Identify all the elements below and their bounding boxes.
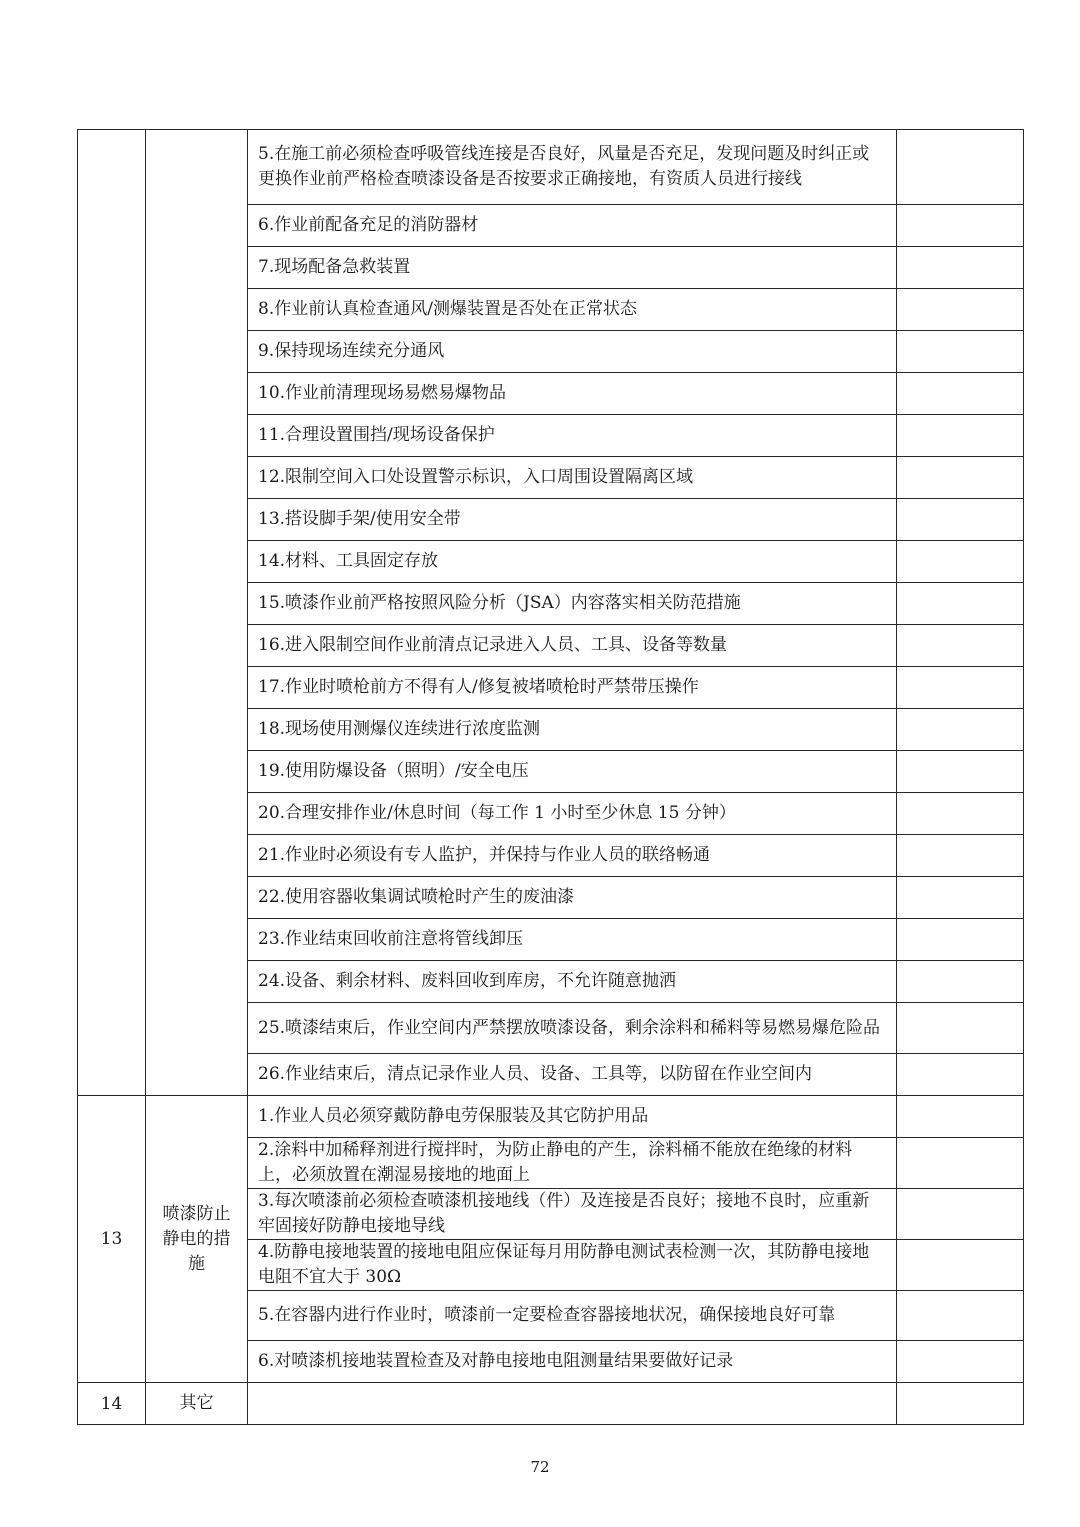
measure-item-cell: 11.合理设置围挡/现场设备保护 [248, 415, 897, 457]
check-result-cell [897, 331, 1024, 373]
measure-item-cell [248, 1383, 897, 1425]
check-result-cell [897, 625, 1024, 667]
check-result-cell [897, 247, 1024, 289]
check-result-cell [897, 1096, 1024, 1138]
category-cell: 其它 [146, 1383, 248, 1425]
measure-item-cell: 25.喷漆结束后，作业空间内严禁摆放喷漆设备，剩余涂料和稀料等易燃易爆危险品 [248, 1003, 897, 1054]
measure-item-cell: 1.作业人员必须穿戴防静电劳保服装及其它防护用品 [248, 1096, 897, 1138]
check-result-cell [897, 1054, 1024, 1096]
measure-item-cell: 12.限制空间入口处设置警示标识，入口周围设置隔离区域 [248, 457, 897, 499]
table-row [78, 1096, 1024, 1138]
category-cell: 喷漆防止 静电的措 施 [146, 1096, 248, 1383]
measure-item-cell: 13.搭设脚手架/使用安全带 [248, 499, 897, 541]
measure-item-cell: 8.作业前认真检查通风/测爆装置是否处在正常状态 [248, 289, 897, 331]
measure-item-cell: 23.作业结束回收前注意将管线卸压 [248, 919, 897, 961]
check-result-cell [897, 835, 1024, 877]
check-result-cell [897, 1189, 1024, 1240]
measure-item-cell: 10.作业前清理现场易燃易爆物品 [248, 373, 897, 415]
item-number-cell: 14 [78, 1383, 146, 1425]
check-result-cell [897, 1240, 1024, 1291]
measure-item-cell: 5.在施工前必须检查呼吸管线连接是否良好，风量是否充足，发现问题及时纠正或更换作业前严格检查喷漆设备是否按要求正确接地，有资质人员进行接线 [248, 130, 897, 205]
check-result-cell [897, 1003, 1024, 1054]
check-result-cell [897, 709, 1024, 751]
measure-item-cell: 21.作业时必须设有专人监护，并保持与作业人员的联络畅通 [248, 835, 897, 877]
measure-item-cell: 4.防静电接地装置的接地电阻应保证每月用防静电测试表检测一次，其防静电接地电阻不宜大于 30Ω [248, 1240, 897, 1291]
check-result-cell [897, 289, 1024, 331]
measure-item-cell: 2.涂料中加稀释剂进行搅拌时，为防止静电的产生，涂料桶不能放在绝缘的材料上，必须放置在潮湿易接地的地面上 [248, 1138, 897, 1189]
check-result-cell [897, 541, 1024, 583]
measure-item-cell: 20.合理安排作业/休息时间（每工作 1 小时至少休息 15 分钟） [248, 793, 897, 835]
measure-item-cell: 5.在容器内进行作业时，喷漆前一定要检查容器接地状况，确保接地良好可靠 [248, 1291, 897, 1341]
item-number-cell: 13 [78, 1096, 146, 1383]
measure-item-cell: 19.使用防爆设备（照明）/安全电压 [248, 751, 897, 793]
measure-item-cell: 17.作业时喷枪前方不得有人/修复被堵喷枪时严禁带压操作 [248, 667, 897, 709]
measure-item-cell: 18.现场使用测爆仪连续进行浓度监测 [248, 709, 897, 751]
check-result-cell [897, 751, 1024, 793]
check-result-cell [897, 457, 1024, 499]
measure-item-cell: 15.喷漆作业前严格按照风险分析（JSA）内容落实相关防范措施 [248, 583, 897, 625]
table-row [78, 130, 1024, 205]
measure-item-cell: 6.作业前配备充足的消防器材 [248, 205, 897, 247]
table-row [78, 1383, 1024, 1425]
check-result-cell [897, 583, 1024, 625]
category-cell [146, 130, 248, 1096]
check-result-cell [897, 205, 1024, 247]
measure-item-cell: 7.现场配备急救装置 [248, 247, 897, 289]
check-result-cell [897, 877, 1024, 919]
check-result-cell [897, 1383, 1024, 1425]
check-result-cell [897, 499, 1024, 541]
check-result-cell [897, 961, 1024, 1003]
page-number: 72 [530, 1458, 550, 1476]
checklist-table [77, 129, 1024, 1425]
measure-item-cell: 22.使用容器收集调试喷枪时产生的废油漆 [248, 877, 897, 919]
check-result-cell [897, 919, 1024, 961]
check-result-cell [897, 1291, 1024, 1341]
measure-item-cell: 26.作业结束后，清点记录作业人员、设备、工具等，以防留在作业空间内 [248, 1054, 897, 1096]
check-result-cell [897, 373, 1024, 415]
measure-item-cell: 24.设备、剩余材料、废料回收到库房，不允许随意抛洒 [248, 961, 897, 1003]
item-number-cell [78, 130, 146, 1096]
check-result-cell [897, 1138, 1024, 1189]
check-result-cell [897, 793, 1024, 835]
measure-item-cell: 16.进入限制空间作业前清点记录进入人员、工具、设备等数量 [248, 625, 897, 667]
measure-item-cell: 6.对喷漆机接地装置检查及对静电接地电阻测量结果要做好记录 [248, 1341, 897, 1383]
measure-item-cell: 14.材料、工具固定存放 [248, 541, 897, 583]
check-result-cell [897, 130, 1024, 205]
measure-item-cell: 9.保持现场连续充分通风 [248, 331, 897, 373]
measure-item-cell: 3.每次喷漆前必须检查喷漆机接地线（件）及连接是否良好；接地不良时，应重新牢固接好防静电接地导线 [248, 1189, 897, 1240]
check-result-cell [897, 667, 1024, 709]
check-result-cell [897, 1341, 1024, 1383]
check-result-cell [897, 415, 1024, 457]
